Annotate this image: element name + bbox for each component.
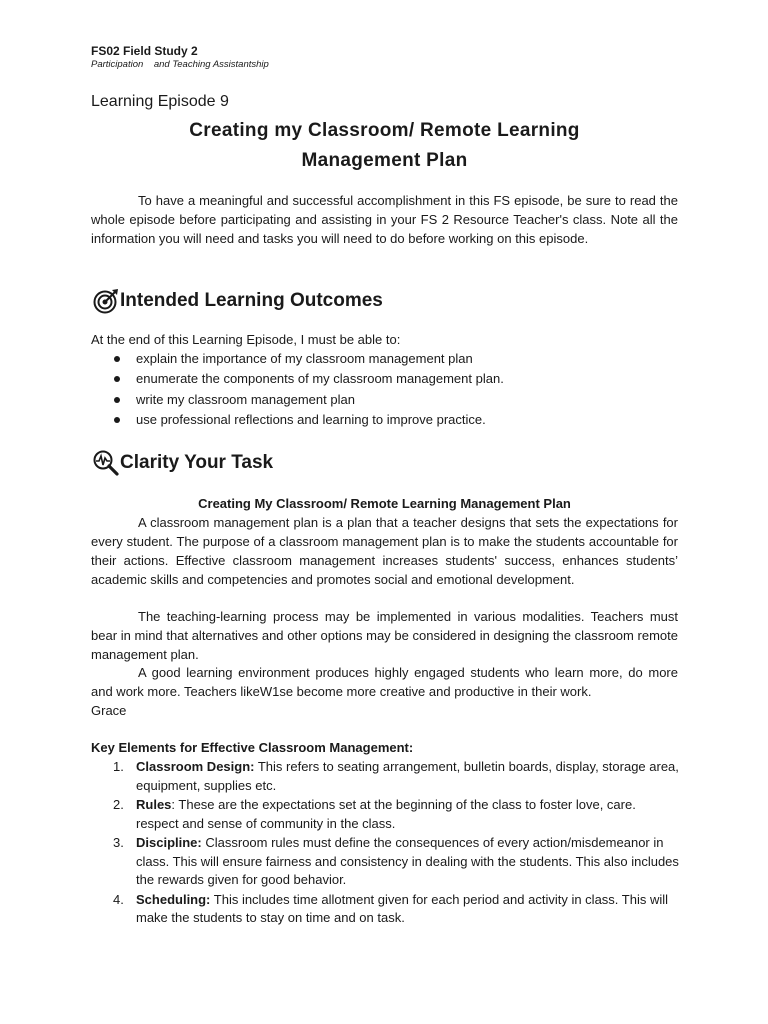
episode-label: Learning Episode 9 [91,93,229,110]
outcome-item: use professional reflections and learning to improve practice. [91,410,678,430]
item-term: Scheduling: [136,891,211,907]
item-term: Rules [136,797,172,812]
outcomes-lead: At the end of this Learning Episode, I must be able to: [91,332,401,347]
header-title: FS02 Field Study 2 [91,44,198,58]
header-subtitle: Participation and Teaching Assistantship [91,59,269,70]
item-number: 1. [113,759,124,774]
key-elements-list [91,758,681,929]
page-title-line-2: Management Plan [301,150,468,171]
outcome-item: enumerate the components of my classroom management plan. [91,369,678,389]
clarity-subheading: Creating My Classroom/ Remote Learning Management Plan [198,496,571,511]
page-title-line-1: Creating my Classroom/ Remote Learning [189,120,580,141]
item-number: 4. [113,891,124,907]
item-term: Classroom Design: [136,759,255,774]
key-element-item [91,891,681,928]
key-element-item [91,758,681,795]
item-text: : These are the expectations set at the beginning of the class to foster love, care. respect and sense of community in the class. [136,797,636,831]
outcomes-list [91,349,678,430]
target-icon [93,288,119,314]
outcome-item: explain the importance of my classroom management plan [91,349,678,369]
item-text: This refers to seating arrangement, bulletin boards, display, storage area, equipment, supplies etc. [136,759,679,793]
item-number: 3. [113,835,124,850]
key-element-item [91,796,681,833]
clarity-heading-text: Clarity Your Task [120,452,274,473]
clarity-paragraph-2: The teaching-learning process may be implemented in various modalities. Teachers must bear in mind that alternatives and other options may be considered in designing the classroom remote management plan. [91,609,678,662]
item-term: Discipline: [136,835,202,850]
outcome-item: write my classroom management plan [91,390,678,410]
magnifier-pulse-icon [93,450,119,476]
clarity-paragraph-3: A good learning environment produces highly engaged students who learn more, do more and work more. Teachers likeW1se become more creative and productive in their work. [91,665,678,699]
outcomes-heading-text: Intended Learning Outcomes [120,290,383,311]
item-text: Classroom rules must define the consequences of every action/misdemeanor in class. This will ensure fairness and consistency in dealing with the students. This also includes the rewards given for good behavior. [136,835,679,887]
key-elements-heading: Key Elements for Effective Classroom Management: [91,740,414,755]
intro-paragraph: To have a meaningful and successful accomplishment in this FS episode, be sure to read the whole episode before participating and assisting in your FS 2 Resource Teacher's class. Note all the information you will need and tasks you will need to do before working on this episode. [91,193,678,246]
clarity-paragraph-3-tail: Grace [91,703,127,718]
clarity-heading [93,450,273,476]
key-element-item [91,834,681,890]
outcomes-heading [93,288,383,314]
item-text: This includes time allotment given for each period and activity in class. This will make the students to stay on time and on task. [136,891,669,925]
clarity-paragraph-1: A classroom management plan is a plan that a teacher designs that sets the expectations for every student. The purpose of a classroom management plan is to make the students accountable for their actions. Effective classroom management increases students' success, enhances students’ academic skills and competencies and promotes social and emotional development. [91,515,678,587]
item-number: 2. [113,797,124,812]
